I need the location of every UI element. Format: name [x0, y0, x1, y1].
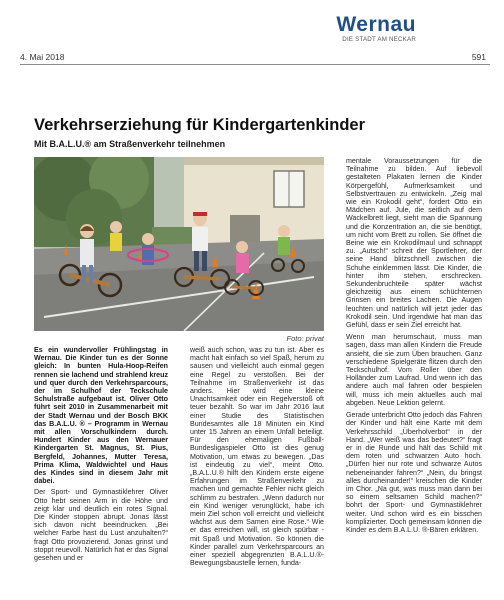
article-paragraph: Der Sport- und Gymnastiklehrer Oliver Otto hebt seinen Arm in die Höhe und zeigt klar und deutlich ein rotes Signal. Die Kinder stoppen abrupt. Jonas lässt sich davon nicht beeindrucken. „Bei welcher Farbe hast du Lust anzuhalten?“ fragt Otto provozierend. Jonas grinst und stoppt reuevoll. Natürlich hat er das Signal gesehen und er	[34, 488, 168, 563]
photo-caption: Foto: privat	[286, 334, 324, 343]
logo-title: Wernau	[336, 13, 416, 36]
issue-date: 4. Mai 2018	[20, 52, 65, 62]
page-header	[0, 0, 504, 66]
article-paragraph: mentale Voraussetzungen für die Teilnahme zu bilden. Auf liebevoll gestalteten Plakaten lernen die Kinder Körpergefühl, Aufmerksamkeit und Selbstvertrauen zu entwickeln. „Zeig mal wie ein Krokodil geht“, fordert Otto ein Mädchen auf. Jule, die seitlich auf dem Wackelbrett liegt, sieht man die Spannung und die Konzentration an, die sie benötigt, um nicht vom Brett zu rollen. Sie öffnet die Beine wie ein Krokodilmaul und schnappt zu. „Autsch!“ schreit der Sportlehrer, der seine Hand blitzschnell zwischen die Schuhe einklemmen lässt. Die Kinder, die hinter ihm stehen, erschrecken. Sekundenbruchteile später wächst gleichzeitig aus einem schüchternen Grinsen ein breites Lachen. Die Augen leuchten und natürlich will jetzt jeder das Krokodil sein. Und irgendwie hat man das Gefühl, dass er sein Ziel erreicht hat.	[346, 157, 482, 330]
page-number: 591	[471, 52, 486, 62]
article-paragraph: Gerade unterbricht Otto jedoch das Fahren der Kinder und hält eine Karte mit dem Verkehrsschild „Überholverbot“ in der Hand. „Wer weiß was das bedeutet?“ fragt er in die Runde und hält das Schild mit dem roten und schwarzen Auto hoch. „Dürfen hier nur rote und schwarze Autos nebeneinander fahren?“ „Nein, du bringst alles durcheinander!“ kreischen die Kinder im Chor. „Na gut, was muss man dann bei so einem seltsamen Schild machen?“ bohrt der Sport- und Gymnastiklehrer weiter. Und schon wird es ein bisschen komplizierter. Doch gemeinsam können die Kinder es dem B.A.L.U. ®-Bären erklären.	[346, 411, 482, 534]
wernau-logo	[336, 14, 416, 44]
article-photo	[34, 157, 324, 331]
article-lead-paragraph: Es ein wundervoller Frühlingstag in Wernau. Die Kinder tun es der Sonne gleich: In bunten Hula-Hoop-Reifen rennen sie lachend und strahlend kreuz und quer durch den Verkehrsparcours, der im Schulhof der Teckschule Schulstraße aufgebaut ist. Oliver Otto führt seit 2010 in Zusammenarbeit mit der Stadt Wernau und der Bosch BKK das B.A.L.U. ® – Programm in Wernau mit allen Vorschulkindern durch. Hundert Kinder aus den Wernauer Kindergarten St. Magnus, St. Pius, Bergfeld, Johannes, Mutter Teresa, Prima Klima, Waldwichtel und Haus des Kindes sind in diesem Jahr mit dabei.	[34, 346, 168, 486]
article-paragraph: Wenn man herumschaut, muss man sagen, dass man allen Kindern die Freude ansieht, die sie zum Üben brauchen. Ganz verschiedene Spielgeräte flitzen durch den Teckschulhof. Vom Roller über den Holländer zum Laufrad. Und wenn ich das andere auch mal fahren oder bespielen will, muss ich mein aktuelles auch mal abgeben. Neue Lektion gelernt.	[346, 333, 482, 407]
article-column-1	[34, 346, 168, 565]
article-paragraph: weiß auch schon, was zu tun ist. Aber es macht halt einfach so viel Spaß, herum zu sausen und vielleicht auch einmal gegen eine Regel zu verstoßen. Bei der Teilnahme im Straßenverkehr ist das anders. Hier wird eine kleine Unachtsamkeit oder ein Regelverstoß oft teuer bezahlt. So war im Jahr 2016 laut einer Studie des Statistischen Bundesamtes alle 18 Minuten ein Kind unter 15 Jahren an einem Unfall beteiligt. Für den ehemaligen Fußball-Bundesligaspieler Otto ist dies genug Motivation, um etwas zu bewegen. „Das ist eindeutig zu viel“, meint Otto. „B.A.L.U.® hilft den Kindern erste eigene Erfahrungen im Straßenverkehr zu machen und gemachte Fehler nicht gleich schlimm zu bestrafen. „Wenn dadurch nur ein Kind weniger verunglückt, habe ich mein Ziel schon voll erreicht und vielleicht wächst aus dem Samen eine Rose.“ Wie er das erreichen will, ist gleich spürbar - mit Spaß und Motivation. So können die Kinder parallel zum Verkehrsparcours an einer speziell abgegrenzten B.A.L.U.®-Bewegungsbaustelle lernen, funda-	[190, 346, 324, 568]
article-column-2	[190, 346, 324, 570]
logo-subtitle: DIE STADT AM NECKAR	[342, 36, 416, 43]
article-column-3	[346, 157, 482, 537]
header-rule	[20, 64, 490, 65]
article-headline: Verkehrserziehung für Kindergartenkinder	[34, 116, 366, 134]
article-subheadline: Mit B.A.L.U.® am Straßenverkehr teilnehmen	[34, 139, 226, 149]
